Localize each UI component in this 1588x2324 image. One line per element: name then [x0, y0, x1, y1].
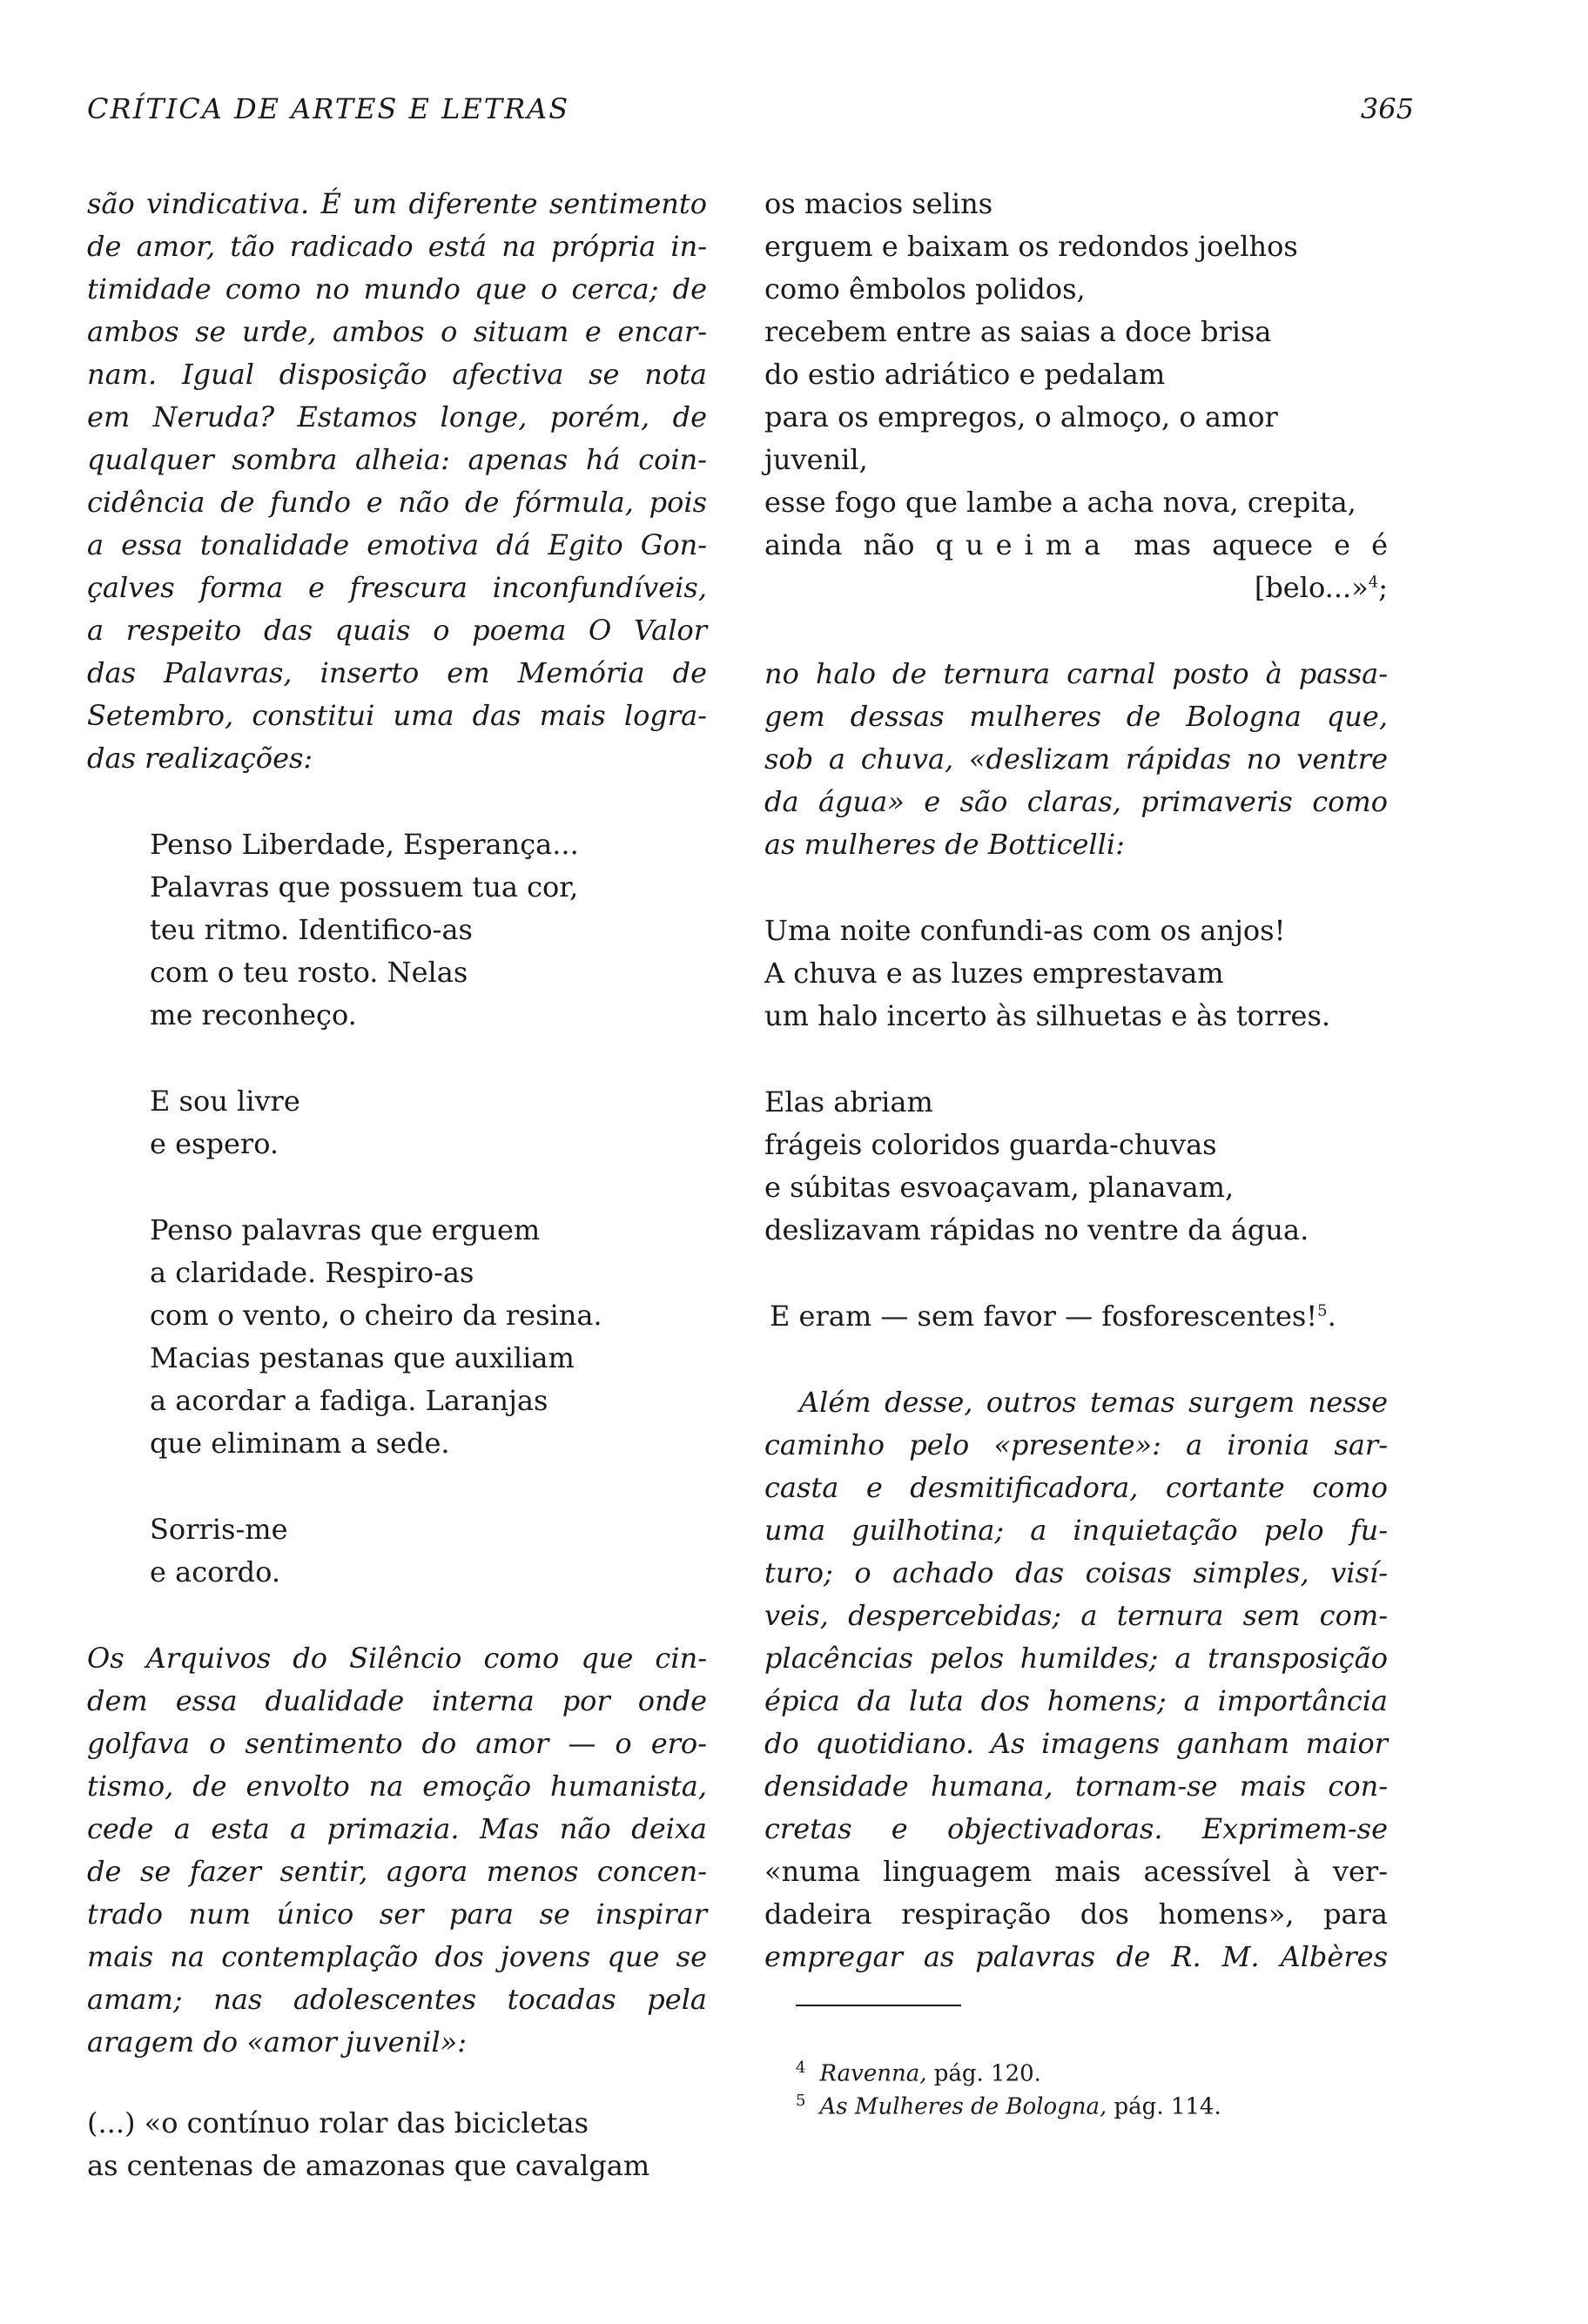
- text-line: das Palavras, inserto em Memória de: [87, 656, 707, 689]
- text-line: sob a chuva, «deslizam rápidas no ventre: [764, 742, 1388, 776]
- verse-line-spaced: [764, 524, 1388, 567]
- right-column: [764, 183, 1388, 2118]
- verse-line: e acordo.: [150, 1555, 281, 1589]
- text-line: cretas e objectivadoras. Exprimem-se: [764, 1812, 1388, 1845]
- verse-line: (...) «o contínuo rolar das bicicletas: [87, 2106, 589, 2139]
- poem-stanza-4: [87, 1508, 707, 1594]
- footnote-ref: 5: [1317, 1301, 1328, 1320]
- verse-line-continuation: [764, 567, 1388, 609]
- verse-line: Macias pestanas que auxiliam: [150, 1341, 575, 1374]
- verse-line: erguem e baixam os redondos joelhos: [764, 230, 1298, 263]
- text-line: do quotidiano. As imagens ganham maior: [764, 1727, 1388, 1760]
- quote-bicicletas-start: [87, 2102, 707, 2187]
- poem-stanza-2: [87, 1080, 707, 1165]
- verse-fragment: E eram — sem favor — fosforescentes!: [770, 1300, 1318, 1333]
- text-line: çalves forma e frescura inconfundíveis,: [87, 571, 707, 604]
- verse-line: que eliminam a sede.: [150, 1427, 450, 1460]
- text-line: caminho pelo «presente»: a ironia sar-: [764, 1428, 1388, 1461]
- page-number: 365: [1360, 92, 1414, 125]
- running-title: CRÍTICA DE ARTES E LETRAS: [87, 92, 570, 125]
- spaced-word: queima: [935, 528, 1114, 561]
- running-header: [87, 92, 1414, 125]
- text-line: as mulheres de Botticelli:: [764, 828, 1125, 861]
- verse-line: para os empregos, o almoço, o amor: [764, 400, 1278, 433]
- verse-line: a acordar a fadiga. Laranjas: [150, 1384, 548, 1417]
- verse-line: um halo incerto às silhuetas e às torres.: [764, 999, 1331, 1032]
- verse-line: as centenas de amazonas que cavalgam: [87, 2149, 650, 2182]
- footnote-rule: [796, 2005, 961, 2006]
- verse-line: Palavras que possuem tua cor,: [150, 870, 579, 903]
- verse-fragment: mas aquece e é: [1134, 528, 1388, 561]
- poem-bologna-2: [764, 1081, 1388, 1252]
- verse-line: me reconheço.: [150, 998, 357, 1031]
- text-line: em Neruda? Estamos longe, porém, de: [87, 400, 707, 433]
- footnote-page: pág. 120.: [933, 2060, 1041, 2087]
- text-line: da água» e são claras, primaveris como: [764, 785, 1388, 818]
- poem-bologna-3: [764, 1295, 1388, 1338]
- text-line: gem dessas mulheres de Bologna que,: [764, 700, 1388, 733]
- text-line: timidade como no mundo que o cerca; de: [87, 272, 707, 306]
- text-line: turo; o achado das coisas simples, visí-: [764, 1556, 1388, 1589]
- text-line: cede a esta a primazia. Mas não deixa: [87, 1812, 707, 1845]
- text-line: veis, despercebidas; a ternura sem com-: [764, 1599, 1388, 1632]
- verse-line: com o teu rosto. Nelas: [150, 956, 468, 989]
- footnote-title: Ravenna,: [819, 2060, 927, 2087]
- text-line: aragem do «amor juvenil»:: [87, 2025, 468, 2059]
- text-line: placências pelos humildes; a transposição: [764, 1642, 1388, 1675]
- text-line: empregar as palavras de R. M. Albères: [764, 1940, 1388, 1973]
- text-line: dem essa dualidade interna por onde: [87, 1684, 707, 1717]
- verse-line: a claridade. Respiro-as: [150, 1256, 474, 1289]
- quote-bicicletas-cont: [764, 183, 1388, 609]
- footnote: [764, 2085, 1388, 2118]
- text-line: trado num único ser para se inspirar: [87, 1897, 707, 1931]
- verse-line: esse fogo que lambe a acha nova, crepita,: [764, 486, 1356, 519]
- verse-line: Sorris-me: [150, 1513, 288, 1546]
- left-column: [87, 183, 707, 2187]
- text-line: amam; nas adolescentes tocadas pela: [87, 1983, 707, 2016]
- text-line: de se fazer sentir, agora menos concen-: [87, 1855, 707, 1888]
- text-line: mais na contemplação dos jovens que se: [87, 1940, 707, 1973]
- verse-line: do estio adriático e pedalam: [764, 358, 1166, 391]
- verse-line: os macios selins: [764, 187, 993, 220]
- poem-stanza-1: [87, 823, 707, 1037]
- footnote-mark: 4: [796, 2059, 806, 2077]
- text-line: «numa linguagem mais acessível à ver-: [764, 1855, 1388, 1888]
- text-line: a respeito das quais o poema O Valor: [87, 614, 707, 647]
- verse-line: recebem entre as saias a doce brisa: [764, 315, 1272, 348]
- verse-line: Uma noite confundi-as com os anjos!: [764, 914, 1286, 947]
- poem-stanza-3: [87, 1209, 707, 1465]
- verse-line: Penso Liberdade, Esperança...: [150, 828, 579, 861]
- paragraph-temas: [764, 1381, 1388, 1978]
- verse-line: frágeis coloridos guarda-chuvas: [764, 1128, 1217, 1161]
- text-line: a essa tonalidade emotiva dá Egito Gon-: [87, 528, 707, 561]
- verse-line: Penso palavras que erguem: [150, 1213, 541, 1246]
- text-line: densidade humana, tornam-se mais con-: [764, 1770, 1388, 1803]
- text-line: uma guilhotina; a inquietação pelo fu-: [764, 1514, 1388, 1547]
- footnote-title: As Mulheres de Bologna,: [819, 2093, 1107, 2120]
- verse-line: deslizavam rápidas no ventre da água.: [764, 1213, 1309, 1246]
- text-line: casta e desmitificadora, cortante como: [764, 1471, 1388, 1504]
- poem-bologna-1: [764, 910, 1388, 1038]
- verse-line: como êmbolos polidos,: [764, 272, 1086, 306]
- text-line: cidência de fundo e não de fórmula, pois: [87, 486, 707, 519]
- verse-line: A chuva e as luzes emprestavam: [764, 957, 1224, 990]
- verse-line: Elas abriam: [764, 1085, 933, 1118]
- text-line: Setembro, constitui uma das mais logra-: [87, 699, 707, 732]
- text-line: tismo, de envolto na emoção humanista,: [87, 1770, 707, 1803]
- paragraph-vindicativa: [87, 183, 707, 780]
- verse-line: E sou livre: [150, 1085, 300, 1118]
- text-line: qualquer sombra alheia: apenas há coin-: [87, 443, 707, 476]
- footnote-page: pág. 114.: [1114, 2093, 1221, 2120]
- paragraph-halo: [764, 653, 1388, 866]
- text-line: épica da luta dos homens; a importância: [764, 1684, 1388, 1717]
- verse-fragment: [belo...»: [1254, 571, 1369, 604]
- text-line: de amor, tão radicado está na própria in-: [87, 230, 707, 263]
- verse-line: teu ritmo. Identifico-as: [150, 913, 473, 946]
- text-line: Os Arquivos do Silêncio como que cin-: [87, 1642, 707, 1675]
- text-line: no halo de ternura carnal posto à passa-: [764, 657, 1388, 690]
- verse-line: e espero.: [150, 1127, 279, 1160]
- verse-fragment: ainda não: [764, 528, 915, 561]
- text-line: golfava o sentimento do amor — o ero-: [87, 1727, 707, 1760]
- text-line: são vindicativa. É um diferente sentimento: [87, 187, 707, 220]
- verse-line: com o vento, o cheiro da resina.: [150, 1299, 602, 1332]
- footnote: [764, 2052, 1388, 2085]
- verse-line: juvenil,: [764, 443, 868, 476]
- text-line: ambos se urde, ambos o situam e encar-: [87, 315, 707, 348]
- text-line: dadeira respiração dos homens», para: [764, 1897, 1388, 1931]
- footnote-mark: 5: [796, 2092, 806, 2110]
- footnote-ref: 4: [1368, 573, 1379, 592]
- paragraph-arquivos: [87, 1637, 707, 2064]
- footnotes: [764, 2052, 1388, 2118]
- verse-line: e súbitas esvoaçavam, planavam,: [764, 1171, 1235, 1204]
- verse-fragment: ;: [1378, 571, 1388, 604]
- text-line: nam. Igual disposição afectiva se nota: [87, 358, 707, 391]
- verse-fragment: .: [1327, 1300, 1336, 1333]
- text-line: Além desse, outros temas surgem nesse: [799, 1386, 1388, 1419]
- text-line: das realizações:: [87, 742, 313, 775]
